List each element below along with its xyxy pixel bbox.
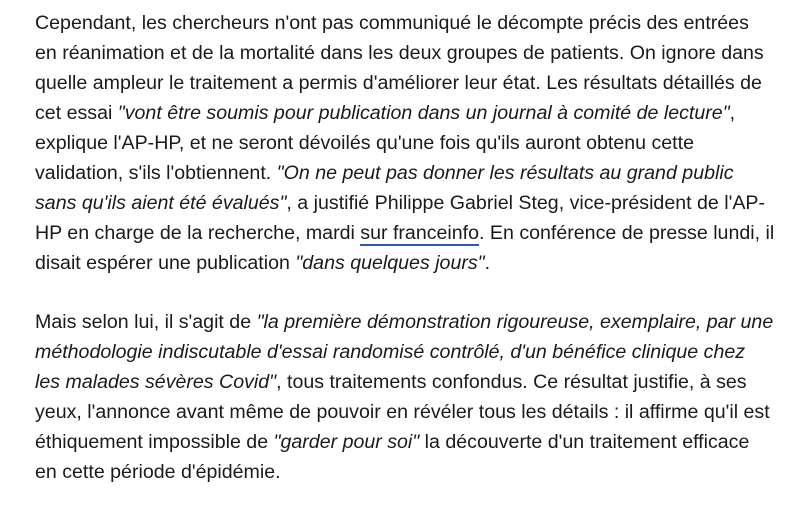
text-segment: Cependant, les chercheurs n'ont pas communiqué le décompte précis des entrées en réanimation et de la mortalité dans les deux groupes de patients. On ignore dans quelle ampleur le traitement a permis d'améliorer leur état. Les résultats détaillés de cet essai	[35, 12, 764, 124]
quote: "vont être soumis pour publication dans un journal à comité de lecture"	[117, 102, 730, 124]
text-segment: , a justifié Philippe Gabriel Steg, vice-président de l'AP-HP en charge de la recherche, mardi	[35, 192, 766, 244]
paragraph-1	[35, 8, 775, 278]
quote: "On ne peut pas donner les résultats au grand public sans qu'ils aient été évalués"	[35, 162, 734, 214]
text-segment: la découverte d'un traitement efficace en cette période d'épidémie.	[35, 431, 750, 483]
quote: "dans quelques jours"	[295, 252, 485, 274]
quote: "garder pour soi"	[273, 431, 420, 453]
quote: "la première démonstration rigoureuse, exemplaire, par une méthodologie indiscutable d'essai randomisé contrôlé, d'un bénéfice clinique chez les malades sévères Covid"	[35, 311, 774, 393]
text-segment: . En conférence de presse lundi, il disait espérer une publication	[35, 222, 775, 274]
franceinfo-link[interactable]: sur franceinfo	[360, 222, 480, 244]
paragraph-2	[35, 307, 775, 487]
text-segment: Mais selon lui, il s'agit de	[35, 311, 257, 333]
text-segment: , tous traitements confondus. Ce résultat justifie, à ses yeux, l'annonce avant même de pouvoir en révéler tous les détails : il affirme qu'il est éthiquement impossible de	[35, 371, 770, 453]
text-segment: , explique l'AP-HP, et ne seront dévoilés qu'une fois qu'ils auront obtenu cette validation, s'ils l'obtiennent.	[35, 102, 736, 184]
text-segment: .	[484, 252, 491, 274]
